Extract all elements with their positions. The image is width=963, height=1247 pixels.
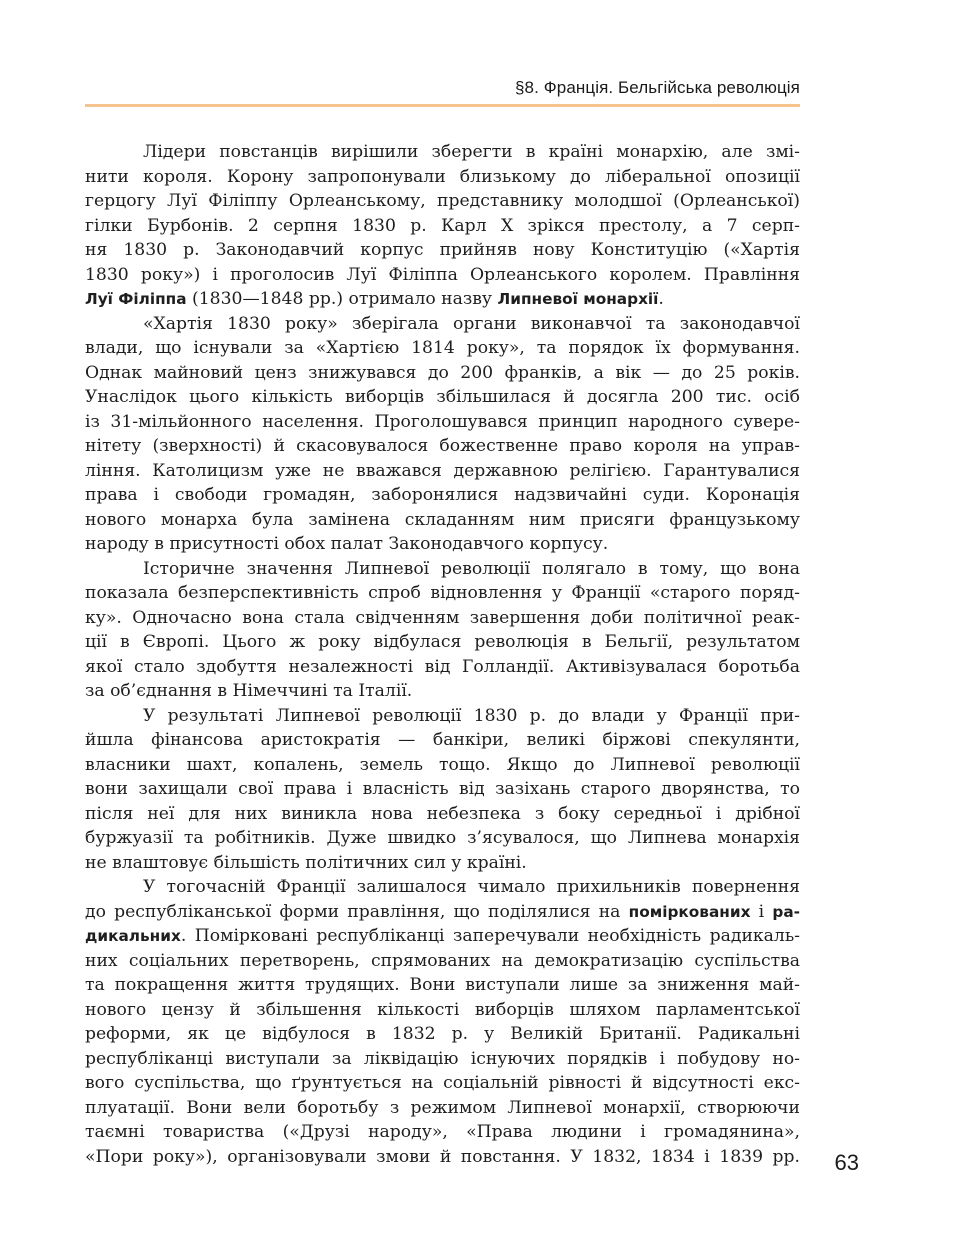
text-line: нітету (зверхності) й скасовувалося божественне право короля на управ-: [85, 436, 800, 456]
text-line: У тогочасній Франції залишалося чимало прихильників повернення: [143, 877, 800, 897]
text-line: права і свободи громадян, заборонялися надзвичайні суди. Коронація: [85, 485, 800, 505]
text-line: вого суспільства, що ґрунтується на соціальній рівності й відсутності екс-: [85, 1073, 800, 1093]
text-line: У результаті Липневої революції 1830 р. до влади у Франції при-: [143, 705, 800, 726]
text-line: із 31-мільйонного населення. Проголошувався принцип народного сувере-: [85, 411, 800, 432]
text-line: не влаштовує більшість політичних сил у країні.: [85, 852, 527, 873]
text-line: влади, що існували за «Хартією 1814 року», та порядок їх формування.: [85, 338, 800, 358]
text-line: «Пори року»), організовували змови й повстання. У 1832, 1834 і 1839 рр.: [85, 1146, 800, 1167]
text-line: ня 1830 р. Законодавчий корпус прийняв нову Конституцію («Хартія: [85, 240, 800, 260]
text-line: вони захищали свої права і власність від зазіхань старого дворянства, то: [85, 779, 800, 799]
text-line: реформи, як це відбулося в 1832 р. у Великій Британії. Радикальні: [85, 1024, 800, 1044]
text-line: 1830 року») і проголосив Луї Філіппа Орлеанського королем. Правління: [85, 264, 800, 285]
text-line: буржуазії та робітників. Дуже швидко з’ясувалося, що Липнева монархія: [85, 828, 800, 848]
text-line: якої стало здобуття незалежності від Голландії. Активізувалася боротьба: [85, 656, 800, 677]
text-line: після неї для них виникла нова небезпека з боку середньої і дрібної: [85, 803, 800, 824]
text-line: за об’єднання в Німеччині та Італії.: [85, 681, 413, 701]
text-line: ку». Одночасно вона стала свідченням завершення доби політичної реак-: [85, 607, 800, 628]
key-term: ра-: [772, 902, 800, 921]
text-line: Лідери повстанців вирішили зберегти в країні монархію, але змі-: [143, 142, 800, 162]
paragraph-5: [85, 875, 800, 1169]
text-line: нити короля. Корону запропонували близькому до ліберальної опозиції: [85, 166, 800, 187]
text-line: «Хартія 1830 року» зберігала органи виконавчої та законодавчої: [143, 313, 800, 334]
text-line: Однак майновий ценз знижувався до 200 франків, а вік — до 25 років.: [85, 362, 800, 383]
running-header: §8. Франція. Бельгійська революція: [514, 78, 800, 97]
text-line: Луї Філіппа (1830—1848 рр.) отримало назву Липневої монархії.: [85, 289, 664, 309]
text-line: герцогу Луї Філіппу Орлеанському, представнику молодшої (Орлеанської): [85, 191, 800, 211]
text-line: Історичне значення Липневої революції полягало в тому, що вона: [143, 558, 800, 579]
text-line: йшла фінансова аристократія — банкіри, великі біржові спекулянти,: [85, 730, 800, 750]
text-line: показала безперспективність спроб відновлення у Франції «старого поряд-: [85, 583, 800, 603]
text-line: народу в присутності обох палат Законодавчого корпусу.: [85, 534, 609, 554]
text-line: до республіканської форми правління, що поділялися на поміркованих і ра-: [85, 901, 800, 922]
key-term: поміркованих: [628, 902, 751, 921]
paragraph-2: [85, 312, 800, 557]
key-term: Луї Філіппа: [85, 290, 187, 308]
text-line: Унаслідок цього кількість виборців збільшилася й досягла 200 тис. осіб: [85, 387, 800, 407]
paragraph-4: [85, 704, 800, 876]
text-line: нового цензу й збільшення кількості виборців шляхом парламентської: [85, 999, 800, 1020]
text-line: власники шахт, копалень, земель тощо. Якщо до Липневої революції: [85, 754, 800, 775]
paragraph-1: [85, 140, 800, 312]
text-line: таємні товариства («Друзі народу», «Права людини і громадянина»,: [85, 1122, 800, 1142]
page-number: 63: [834, 1150, 859, 1175]
key-term: Липневої монархії: [497, 290, 659, 308]
text-line: нового монарха була замінена складанням ним присяги французькому: [85, 509, 800, 530]
text-line: ління. Католицизм уже не вважався державною релігією. Гарантувалися: [85, 460, 800, 481]
text-line: них соціальних перетворень, спрямованих на демократизацію суспільства: [85, 950, 800, 971]
text-line: республіканці виступали за ліквідацію існуючих порядків і побудову но-: [85, 1048, 800, 1069]
paragraph-3: [85, 557, 800, 704]
text-line: плуатації. Вони вели боротьбу з режимом Липневої монархії, створюючи: [85, 1097, 800, 1118]
header-rule: [85, 104, 800, 107]
key-term: дикальних: [85, 927, 181, 945]
body-text: [85, 140, 800, 1169]
text-line: ції в Європі. Цього ж року відбулася революція в Бельгії, результатом: [85, 632, 800, 652]
text-line: дикальних. Поміркованi республіканці заперечували необхідність радикаль-: [85, 926, 800, 946]
text-line: та покращення життя трудящих. Вони виступали лише за зниження май-: [85, 975, 800, 995]
text-line: гілки Бурбонів. 2 серпня 1830 р. Карл X зрікся престолу, а 7 серп-: [85, 215, 800, 236]
